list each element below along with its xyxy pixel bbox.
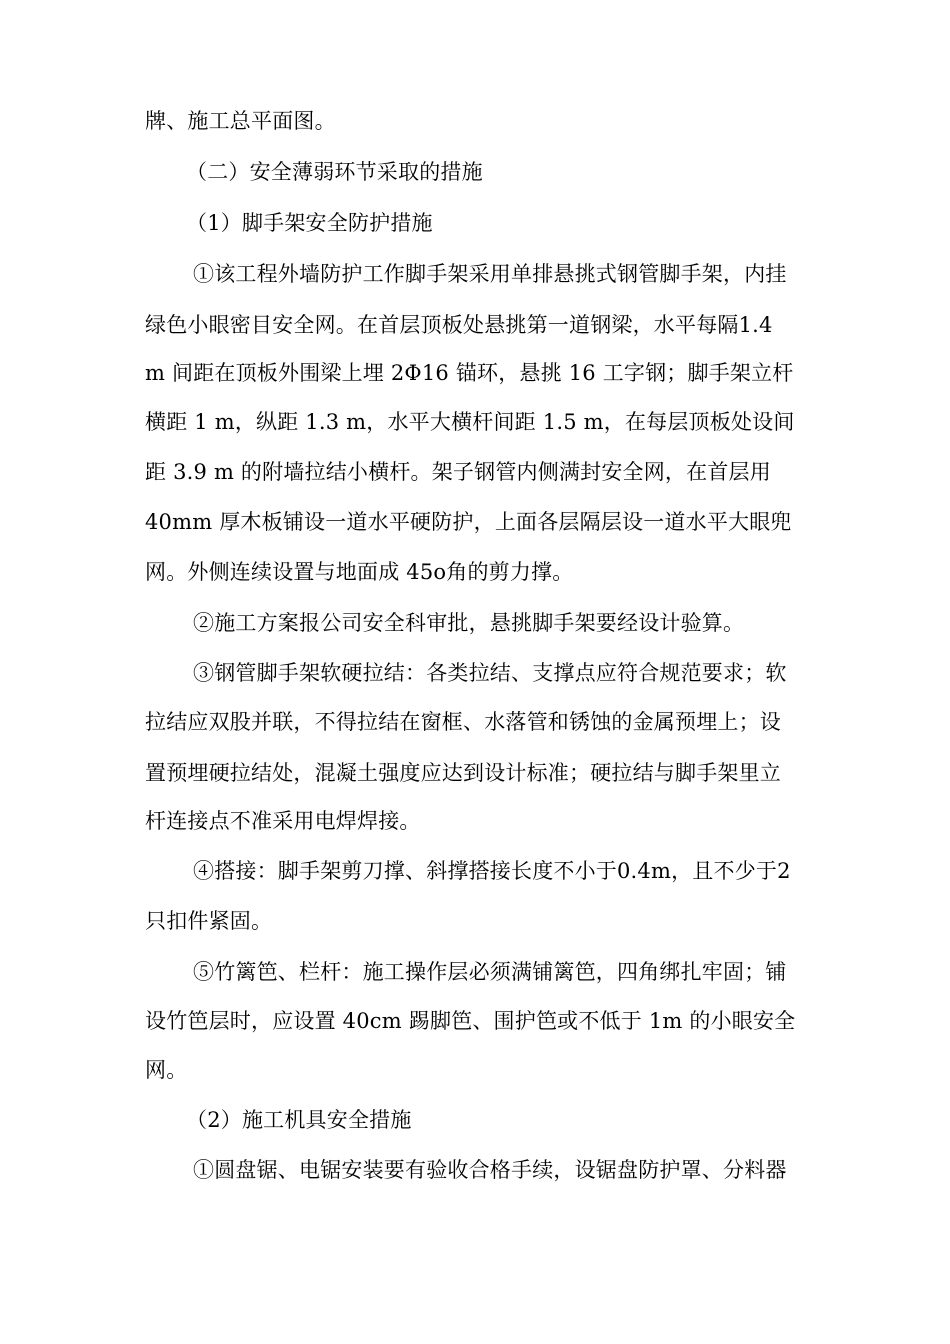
text-line: ①圆盘锯、电锯安装要有验收合格手续，设锯盘防护罩、分料器 bbox=[193, 1158, 787, 1182]
text-line: 只扣件紧固。 bbox=[145, 909, 273, 933]
section-heading: （二）安全薄弱环节采取的措施 bbox=[186, 160, 483, 184]
text-line: 40mm 厚木板铺设一道水平硬防护，上面各层隔层设一道水平大眼兜 bbox=[145, 510, 792, 534]
text-line: 拉结应双股并联，不得拉结在窗框、水落管和锈蚀的金属预埋上；设 bbox=[145, 710, 781, 734]
subsection-heading: （2）施工机具安全措施 bbox=[186, 1108, 412, 1132]
text-line: 牌、施工总平面图。 bbox=[145, 109, 336, 133]
text-line: ④搭接：脚手架剪刀撑、斜撑搭接长度不小于0.4m，且不少于2 bbox=[193, 859, 791, 883]
text-line: 距 3.9 m 的附墙拉结小横杆。架子钢管内侧满封安全网，在首层用 bbox=[145, 460, 771, 484]
text-line: 杆连接点不准采用电焊焊接。 bbox=[145, 809, 421, 833]
text-line: ⑤竹篱笆、栏杆：施工操作层必须满铺篱笆，四角绑扎牢固；铺 bbox=[193, 960, 787, 984]
text-line: ②施工方案报公司安全科审批，悬挑脚手架要经设计验算。 bbox=[193, 611, 745, 635]
text-line: 网。外侧连续设置与地面成 45o角的剪力撑。 bbox=[145, 560, 574, 584]
text-line: 绿色小眼密目安全网。在首层顶板处悬挑第一道钢梁，水平每隔1.4 bbox=[145, 313, 773, 337]
text-line: m 间距在顶板外围梁上埋 2Φ16 锚环，悬挑 16 工字钢；脚手架立杆 bbox=[145, 361, 794, 385]
subsection-heading: （1）脚手架安全防护措施 bbox=[186, 211, 433, 235]
text-line: 设竹笆层时，应设置 40cm 踢脚笆、围护笆或不低于 1m 的小眼安全 bbox=[145, 1009, 796, 1033]
text-line: 网。 bbox=[145, 1058, 188, 1082]
text-line: ①该工程外墙防护工作脚手架采用单排悬挑式钢管脚手架，内挂 bbox=[193, 262, 787, 286]
text-line: ③钢管脚手架软硬拉结：各类拉结、支撑点应符合规范要求；软 bbox=[193, 661, 787, 685]
text-line: 置预埋硬拉结处，混凝土强度应达到设计标准；硬拉结与脚手架里立 bbox=[145, 761, 781, 785]
text-line: 横距 1 m，纵距 1.3 m，水平大横杆间距 1.5 m，在每层顶板处设间 bbox=[145, 410, 795, 434]
